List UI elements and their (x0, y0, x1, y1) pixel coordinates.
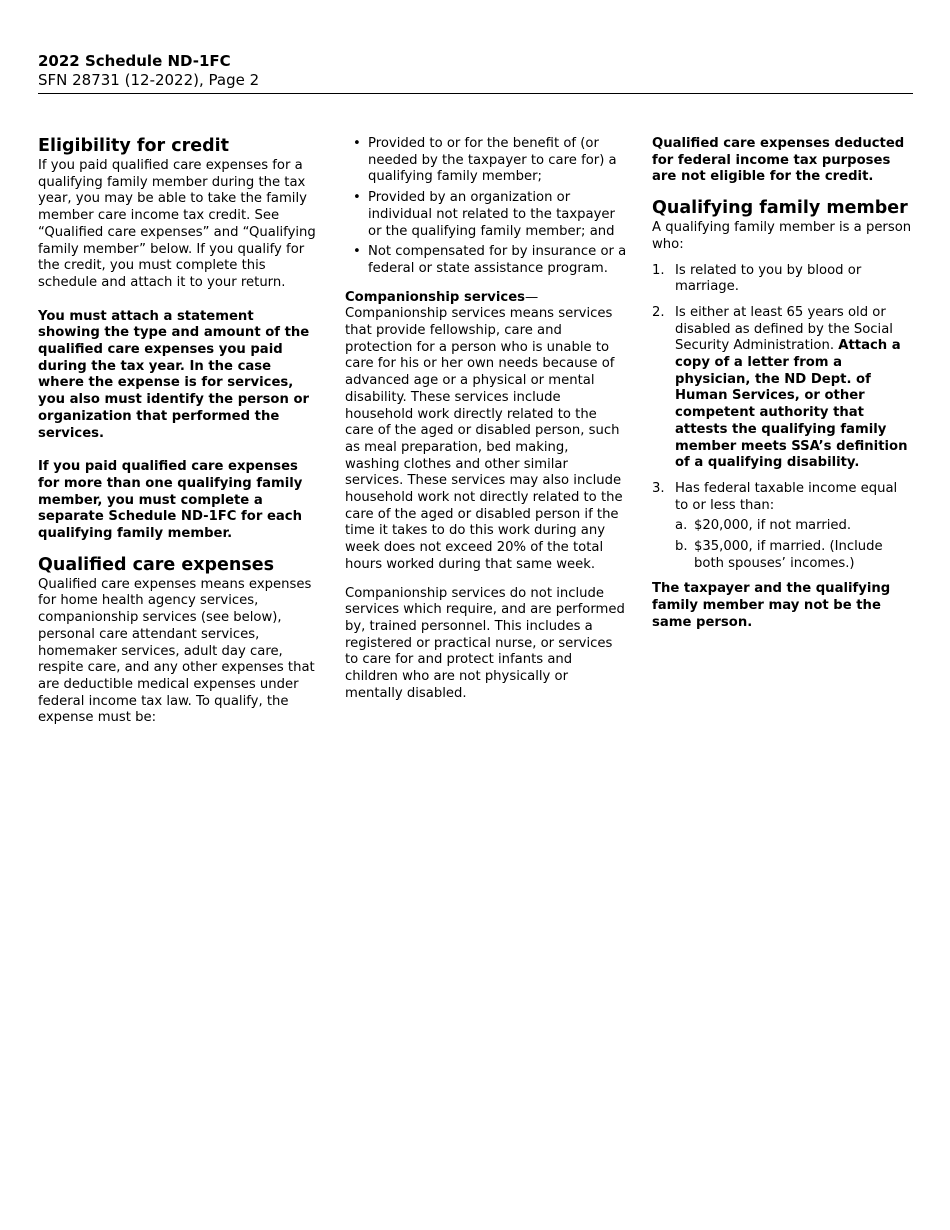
deducted-expenses-note: Qualified care expenses deducted for federal income tax purposes are not eligible for the credit. (652, 136, 905, 185)
qualified-care-expenses-text: Qualified care expenses means expenses for home health agency services, companionship services (see below), personal care attendant services, homemaker services, adult day care, respite care, and any other expenses that are deductible medical expenses under federal income tax law. To qualify, the expense must be: (38, 576, 315, 726)
qualifying-family-member-heading: Qualifying family member (652, 198, 908, 219)
item-text: Is related to you by blood or marriage. (675, 262, 862, 295)
qualifying-criteria-list (652, 263, 914, 573)
companionship-exclusion: Companionship services do not include services which require, and are performed by, trained personnel. This includes a registered or practical nurse, or services to care for and protect infants and children who are not physically or mentally disabled. (345, 585, 625, 701)
item-number: 2. (652, 304, 665, 320)
qualified-care-expenses-heading: Qualified care expenses (38, 554, 275, 575)
item-letter: b. (675, 539, 688, 555)
list-item (652, 263, 914, 296)
companionship-paragraph (345, 290, 627, 574)
list-item: • Not compensated for by insurance or a federal or state assistance program. (345, 244, 627, 277)
item-number: 3. (652, 480, 665, 496)
form-title: 2022 Schedule ND-1FC (38, 52, 231, 70)
companionship-label: Companionship services (345, 289, 525, 305)
column-3 (652, 136, 914, 632)
column-1 (38, 136, 320, 727)
list-item (675, 518, 914, 535)
item-text: $35,000, if married. (Include both spouses’ incomes.) (694, 539, 883, 571)
statement-instruction: You must attach a statement showing the type and amount of the qualified care expenses you paid during the tax year. In the case where the expense is for services, you also must identify the person or organization that performed the services. (38, 308, 310, 441)
eligibility-text: If you paid qualified care expenses for a qualifying family member during the tax year, you may be able to take the family member care income tax credit. See “Qualified care expenses” and “Qualifying family member” below. If you qualify for the credit, you must complete this schedule and attach it to your return. (38, 158, 316, 290)
item-text: Has federal taxable income equal to or less than: (675, 480, 898, 513)
column-2 (345, 136, 627, 703)
item-text: $20,000, if not married. (694, 518, 852, 534)
multiple-members-instruction: If you paid qualified care expenses for more than one qualifying family member, you must complete a separate Schedule ND-1FC for each qualifying family member. (38, 459, 303, 542)
item-bold-text: Attach a copy of a letter from a physician, the ND Dept. of Human Services, or other competent authority that attests the qualifying family member meets SSA’s definition of a qualifying disability. (675, 338, 908, 471)
form-subtitle: SFN 28731 (12-2022), Page 2 (38, 71, 260, 89)
income-limits-list (675, 518, 914, 572)
list-item: • Provided to or for the benefit of (or needed by the taxpayer to care for) a qualifying family member; (345, 136, 627, 186)
expense-requirements-list (345, 136, 627, 278)
companionship-dash: — (525, 289, 539, 305)
companionship-text: Companionship services means services that provide fellowship, care and protection for a person who is unable to care for his or her own needs because of advanced age or a physical or mental disability. These services include household work directly related to the care of the aged or disabled person, such as meal preparation, bed making, washing clothes and other similar services. These services may also include household work not directly related to the care of the aged or disabled person if the time it takes to do this work during any week does not exceed 20% of the total hours worked during that same week. (345, 306, 623, 572)
qualifying-family-member-intro: A qualifying family member is a person who: (652, 220, 912, 252)
eligibility-heading: Eligibility for credit (38, 136, 229, 156)
header-divider (38, 93, 913, 94)
list-item (675, 539, 914, 572)
item-number: 1. (652, 262, 665, 278)
item-text: Is either at least 65 years old or disabled as defined by the Social Security Administration. (675, 304, 893, 354)
item-letter: a. (675, 518, 688, 534)
page-header (38, 52, 913, 90)
list-item (652, 481, 914, 573)
list-item: • Provided by an organization or individual not related to the taxpayer or the qualifying family member; and (345, 190, 627, 240)
same-person-note: The taxpayer and the qualifying family member may not be the same person. (652, 581, 891, 630)
list-item (652, 305, 914, 472)
